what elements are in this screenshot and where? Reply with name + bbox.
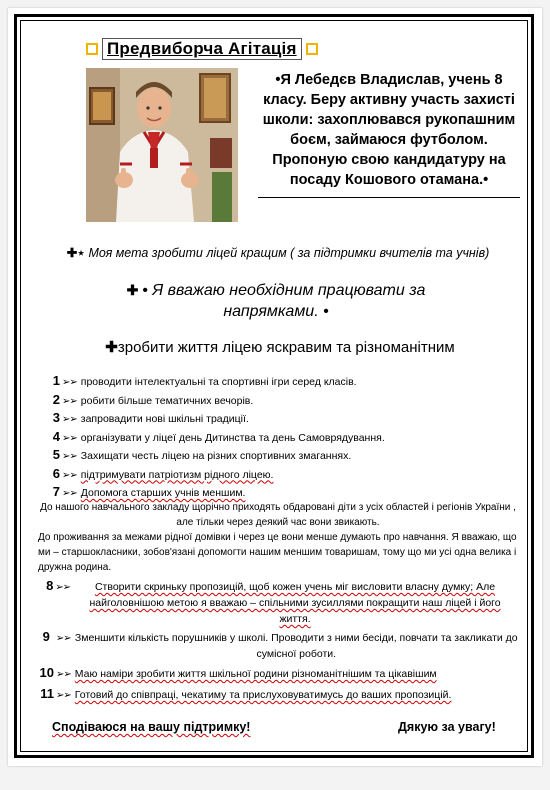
item-text: робити більше тематичних вечорів. xyxy=(80,394,254,407)
double-arrow-icon: ➢➢ xyxy=(62,414,77,425)
cross-bullet-icon: ✚ xyxy=(126,282,143,298)
candidate-photo xyxy=(86,68,238,222)
square-bullet-icon xyxy=(306,43,318,55)
list-item xyxy=(38,629,518,662)
list-item-9 xyxy=(38,629,518,662)
item-text: Зменшити кількість порушників у школі. Проводити з ними бесіди, повчати та закликати до сумісної роботи. xyxy=(74,632,518,660)
double-arrow-icon: ➢➢ xyxy=(62,432,77,444)
cross-bullet-icon: ✚⋆ xyxy=(66,246,89,260)
item-number: 6 xyxy=(52,465,60,481)
closing-thanks: Дякую за увагу! xyxy=(398,720,496,734)
item-text: запровадити нові шкільні традиції. xyxy=(80,413,249,425)
paragraph-newcomers: До нашого навчального закладу щорічно приходять обдаровані діти з усіх областей і регіонів України , але тільки через деякий час вони звикають. xyxy=(40,502,516,528)
main-direction-text: зробити життя ліцею яскравим та різноманітним xyxy=(117,339,455,356)
intro-text: •Я Лебедєв Владислав, учень 8 класу. Беру активну участь захисті школи: захоплювався рукопашним боєм, займаюся футболом. Пропоную свою кандидатуру на посаду Кошового отамана.• xyxy=(262,72,516,188)
item-number: 7 xyxy=(52,484,60,499)
item-text: проводити інтелектуальні та спортивні ігри серед класів. xyxy=(80,376,357,388)
directions-heading-text: • Я вважаю необхідним працювати за напрямками. • xyxy=(142,282,426,320)
list-item xyxy=(46,392,506,411)
list-item xyxy=(46,447,506,466)
item-text: організувати у ліцеї день Дитинства та день Самоврядування. xyxy=(80,431,385,444)
goal-statement-text: Моя мета зробити ліцей кращим ( за підтримки вчителів та учнів) xyxy=(88,246,490,260)
double-arrow-icon: ➢➢ xyxy=(56,690,71,701)
title-row xyxy=(86,38,318,60)
double-arrow-icon: ➢➢ xyxy=(62,377,77,388)
item-number: 2 xyxy=(52,391,60,407)
item-text: Допомога старших учнів меншим. xyxy=(80,487,246,499)
closing-support xyxy=(52,720,250,734)
cross-bullet-icon: ✚ xyxy=(105,339,118,356)
item-text: Захищати честь ліцею на різних спортивних змаганнях. xyxy=(80,450,352,462)
double-arrow-icon: ➢➢ xyxy=(62,395,77,407)
double-arrow-icon: ➢➢ xyxy=(62,488,77,499)
square-bullet-icon xyxy=(86,43,98,55)
list-item xyxy=(34,665,514,680)
item-text: підтримувати патріотизм рідного ліцею. xyxy=(80,468,274,481)
item-text: Маю наміри зробити життя шкільної родини різноманітнішим та цікавішим xyxy=(74,668,437,680)
intro-divider xyxy=(258,197,520,198)
list-item xyxy=(46,373,506,392)
item-number: 8 xyxy=(46,578,54,593)
double-arrow-icon: ➢➢ xyxy=(55,633,71,644)
page-title: Предвиборча Агітація xyxy=(102,38,302,60)
list-item-10 xyxy=(34,665,514,680)
item-number: 4 xyxy=(52,428,60,444)
double-arrow-icon: ➢➢ xyxy=(56,669,71,680)
list-item-11 xyxy=(34,686,514,701)
item-number: 9 xyxy=(42,629,50,644)
main-direction xyxy=(60,338,500,356)
list-item xyxy=(46,429,506,448)
closing-support-text: Сподіваюся на вашу підтримку! xyxy=(52,720,251,734)
directions-heading xyxy=(96,280,456,322)
list-item xyxy=(34,686,514,701)
item-number: 11 xyxy=(40,686,54,701)
list-item xyxy=(46,466,506,485)
candidate-photo-image xyxy=(86,68,238,222)
item-number: 5 xyxy=(52,447,60,462)
double-arrow-icon: ➢➢ xyxy=(62,469,77,481)
list-item xyxy=(46,410,506,429)
double-arrow-icon: ➢➢ xyxy=(62,451,77,462)
item-text: Створити скриньку пропозицій, щоб кожен учень міг висловити власну думку; Але найголовнішою метою я вважаю – спільними зусиллями покращити наш ліцей і його життя. xyxy=(89,581,501,625)
list-item xyxy=(46,484,506,500)
item-text: Готовий до співпраці, чекатиму та прислуховуватимусь до ваших пропозицій. xyxy=(74,689,452,701)
item-number: 3 xyxy=(52,410,60,425)
list-item xyxy=(46,578,516,627)
paragraph-help: До проживання за межами рідної домівки і через це вони менше думають про навчання. Я вважаю, що ми – старшокласники, зобов'язані допомогти нашим меншим товаришам, тому що ми усі одна велика і дружна родина. xyxy=(38,532,517,573)
double-arrow-icon: ➢➢ xyxy=(55,582,71,593)
item-number: 1 xyxy=(52,373,60,388)
goal-statement xyxy=(58,245,498,261)
item-number: 10 xyxy=(39,665,54,680)
directions-list xyxy=(46,373,506,500)
list-item-8 xyxy=(46,578,516,627)
